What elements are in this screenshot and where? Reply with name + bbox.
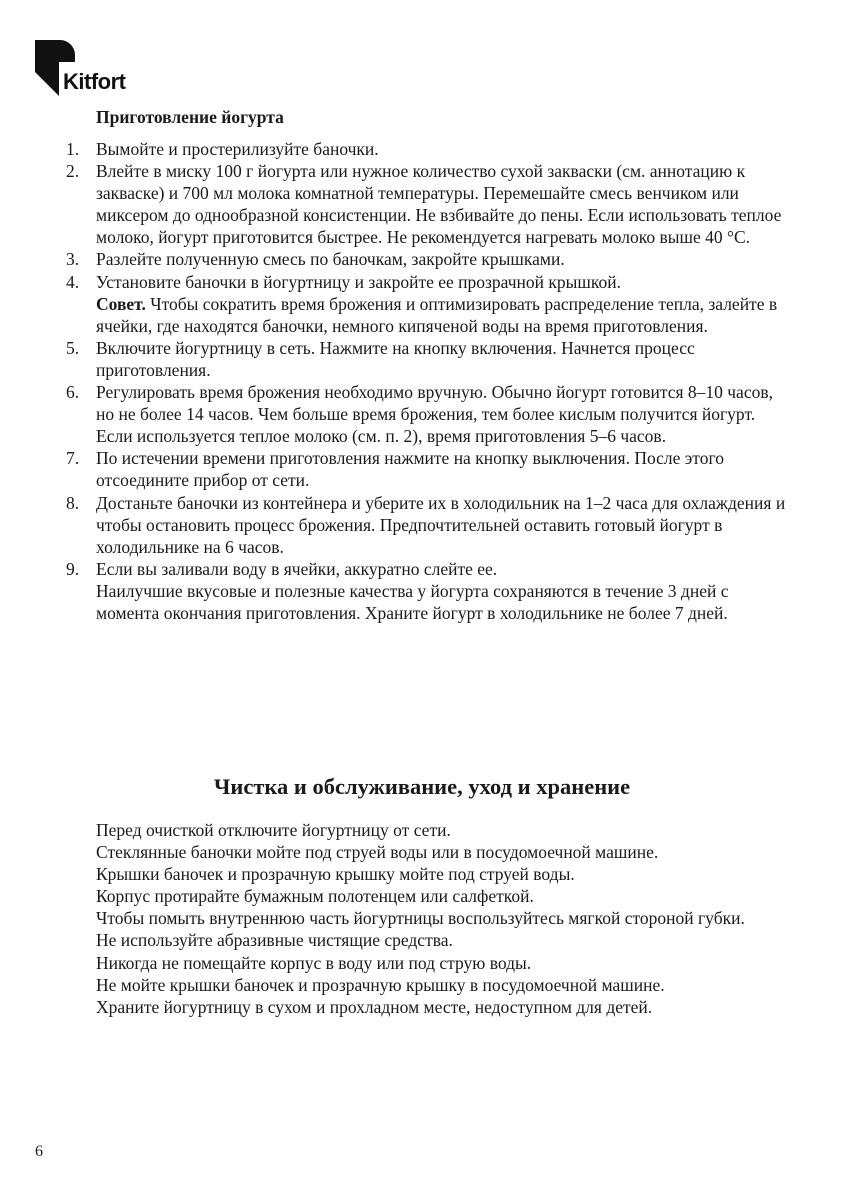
care-paragraph: Никогда не помещайте корпус в воду или под струю воды.: [96, 952, 532, 973]
list-item: [62, 271, 792, 337]
step-number: 2.: [66, 161, 80, 182]
tip-label: Совет.: [96, 293, 146, 314]
step-text: Влейте в миску 100 г йогурта или нужное количество сухой закваски (см. аннотацию к закваске) и 700 мл молока комнатной температуры. Перемешайте смесь венчиком или миксером до однообразной консистенции. Не взбивайте до пены. Если использовать теплое молоко, йогурт приготовится быстрее. Не рекомендуется нагревать молоко выше 40 °C.: [96, 161, 782, 248]
step-text: Включите йогуртницу в сеть. Нажмите на кнопку включения. Начнется процесс приготовления.: [96, 337, 695, 380]
step-text: Регулировать время брожения необходимо вручную. Обычно йогурт готовится 8–10 часов, но не более 14 часов. Чем больше время брожения, тем более кислым получится йогурт. Если используется теплое молоко (см. п. 2), время приготовления 5–6 часов.: [96, 382, 773, 447]
care-paragraph: Чтобы помыть внутреннюю часть йогуртницы воспользуйтесь мягкой стороной губки.: [96, 908, 745, 929]
care-paragraph: Храните йогуртницу в сухом и прохладном месте, недоступном для детей.: [96, 996, 653, 1017]
list-item: [62, 558, 792, 624]
care-paragraph: Стеклянные баночки мойте под струей воды или в посудомоечной машине.: [96, 842, 659, 863]
step-number: 9.: [66, 558, 80, 579]
list-item: [62, 248, 792, 270]
step-number: 7.: [66, 448, 80, 469]
page-number: 6: [35, 1143, 43, 1160]
brand-logo: [35, 40, 145, 96]
tip-text: Чтобы сократить время брожения и оптимизировать распределение тепла, залейте в ячейки, где находятся баночки, немного кипяченой воды на время приготовления.: [96, 293, 778, 336]
list-item: [62, 447, 792, 491]
step-number: 6.: [66, 382, 80, 403]
step-number: 4.: [66, 271, 80, 292]
storage-note: Наилучшие вкусовые и полезные качества у йогурта сохраняются в течение 3 дней с момента окончания приготовления. Храните йогурт в холодильнике не более 7 дней.: [96, 580, 729, 623]
section-heading: Приготовление йогурта: [96, 107, 284, 127]
step-number: 5.: [66, 337, 80, 358]
care-paragraph: Не используйте абразивные чистящие средства.: [96, 930, 453, 951]
steps-list: [62, 138, 792, 624]
step-text: Разлейте полученную смесь по баночкам, закройте крышками.: [96, 249, 565, 270]
step-text: Вымойте и простерилизуйте баночки.: [96, 139, 379, 159]
tip-paragraph: [96, 293, 792, 337]
step-text: Установите баночки в йогуртницу и закройте ее прозрачной крышкой.: [96, 271, 621, 292]
list-item: [62, 138, 792, 160]
care-instructions: [62, 819, 792, 1018]
brand-name: Kitfort: [63, 69, 126, 94]
section-title: Чистка и обслуживание, уход и хранение: [213, 774, 631, 799]
list-item: [62, 381, 792, 447]
list-item: [62, 160, 792, 248]
step-number: 1.: [66, 139, 80, 159]
list-item: [62, 492, 792, 558]
step-text: Достаньте баночки из контейнера и уберите их в холодильник на 1–2 часа для охлаждения и чтобы остановить процесс брожения. Предпочтительней оставить готовый йогурт в холодильнике на 6 часов.: [96, 492, 786, 557]
care-paragraph: Крышки баночек и прозрачную крышку мойте под струей воды.: [96, 864, 575, 885]
care-paragraph: Корпус протирайте бумажным полотенцем или салфеткой.: [96, 886, 534, 907]
step-number: 3.: [66, 249, 80, 270]
care-paragraph: Перед очисткой отключите йогуртницу от сети.: [96, 820, 451, 840]
step-text: Если вы заливали воду в ячейки, аккуратно слейте ее.: [96, 558, 498, 579]
step-number: 8.: [66, 492, 80, 513]
list-item: [62, 337, 792, 381]
step-text: По истечении времени приготовления нажмите на кнопку выключения. После этого отсоедините прибор от сети.: [96, 448, 724, 491]
care-paragraph: Не мойте крышки баночек и прозрачную крышку в посудомоечной машине.: [96, 974, 665, 995]
